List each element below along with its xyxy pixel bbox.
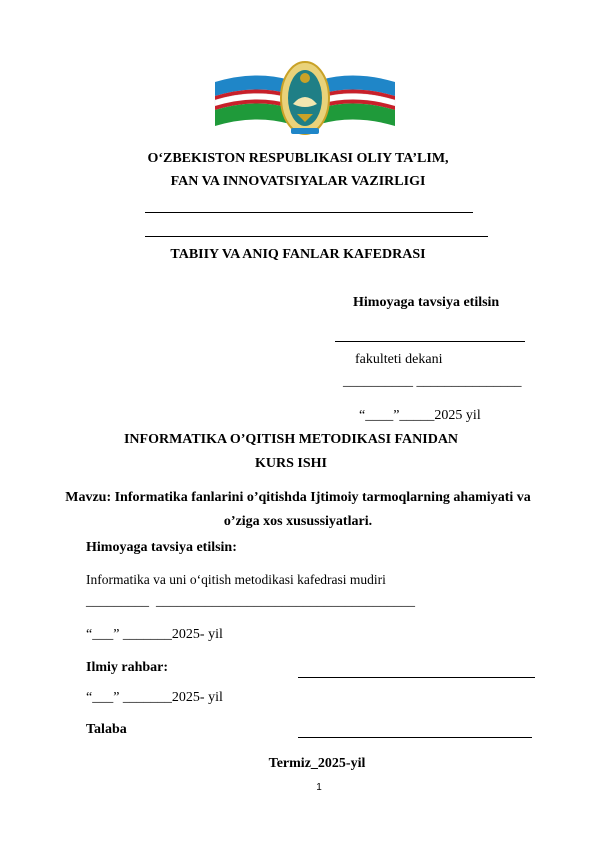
flag-left xyxy=(215,75,290,126)
subject-heading: INFORMATIKA O’QITISH METODIKASI FANIDAN xyxy=(123,432,459,447)
approval-title: Himoyaga tavsiya etilsin xyxy=(353,295,500,310)
dean-signature-blank: __________ _______________ xyxy=(343,374,522,389)
flag-right xyxy=(320,75,395,126)
divider-rule-2 xyxy=(145,236,488,237)
student-label: Talaba xyxy=(86,722,127,737)
defense-title: Himoyaga tavsiya etilsin: xyxy=(86,540,237,555)
dean-role-label: fakulteti dekani xyxy=(355,352,443,367)
topic-line-2: o’ziga xos xusussiyatlari. xyxy=(223,514,373,529)
student-signature-rule xyxy=(298,737,532,738)
approval-signature-rule xyxy=(335,341,525,342)
supervisor-label: Ilmiy rahbar: xyxy=(86,660,169,675)
topic-line-1: Mavzu: Informatika fanlarini o’qitishda Ijtimoiy tarmoqlarning ahamiyati va xyxy=(65,490,531,505)
work-type-heading: KURS ISHI xyxy=(255,456,327,471)
coat-of-arms xyxy=(281,62,329,134)
defense-date-1: “___” _______2025- yil xyxy=(86,627,223,642)
head-signature-line: _________ _____________________________________ xyxy=(86,594,415,609)
supervisor-signature-rule xyxy=(298,677,535,678)
ministry-line-1: O‘ZBEKISTON RESPUBLIKASI OLIY TA’LIM, xyxy=(147,151,449,166)
divider-rule-1 xyxy=(145,212,473,213)
approval-date-line: “____”_____2025 yil xyxy=(359,408,481,423)
page-number: 1 xyxy=(316,782,322,793)
department-name: TABIIY VA ANIQ FANLAR KAFEDRASI xyxy=(170,247,426,262)
place-and-year: Termiz_2025-yil xyxy=(268,756,366,771)
state-emblem-logo xyxy=(205,52,405,140)
head-of-department-label: Informatika va uni o‘qitish metodikasi kafedrasi mudiri xyxy=(86,572,386,587)
ministry-line-2: FAN VA INNOVATSIYALAR VAZIRLIGI xyxy=(170,174,426,189)
defense-date-2: “___” _______2025- yil xyxy=(86,690,223,705)
